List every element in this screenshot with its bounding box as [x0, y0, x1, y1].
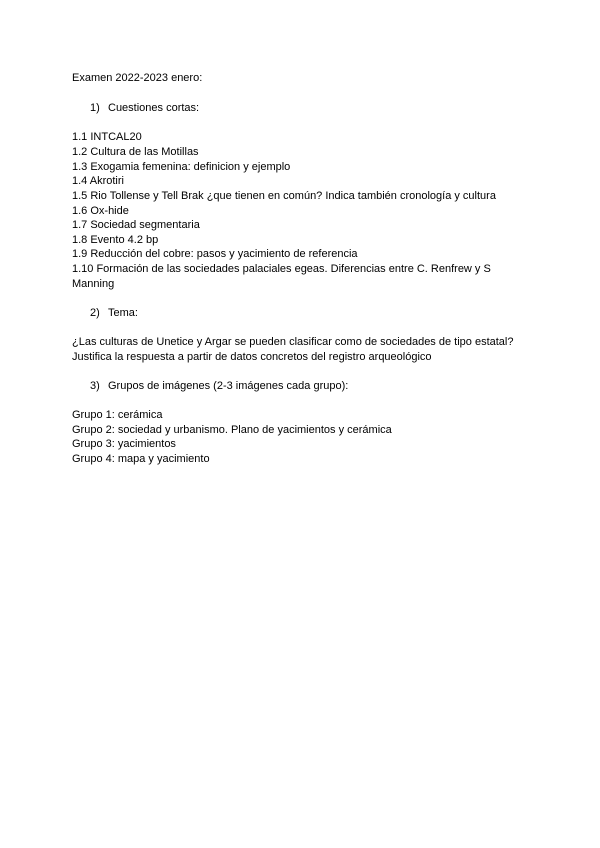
image-group-item: Grupo 4: mapa y yacimiento [72, 453, 210, 465]
question-item: 1.10 Formación de las sociedades palaciales egeas. Diferencias entre C. Renfrew y S [72, 263, 491, 275]
section-title: Grupos de imágenes (2-3 imágenes cada grupo): [108, 380, 349, 392]
image-group-item: Grupo 3: yacimientos [72, 438, 176, 450]
section-title: Tema: [108, 307, 138, 319]
essay-line: ¿Las culturas de Unetice y Argar se pueden clasificar como de sociedades de tipo estatal? [72, 336, 514, 348]
question-item: 1.3 Exogamia femenina: definicion y ejemplo [72, 161, 291, 173]
essay-line: Justifica la respuesta a partir de datos concretos del registro arqueológico [72, 351, 432, 363]
image-group-item: Grupo 2: sociedad y urbanismo. Plano de yacimientos y cerámica [72, 424, 392, 436]
section-number: 2) [90, 307, 100, 319]
question-item: 1.4 Akrotiri [72, 175, 124, 187]
question-item: 1.7 Sociedad segmentaria [72, 219, 200, 231]
question-item: 1.6 Ox-hide [72, 205, 129, 217]
question-item: 1.9 Reducción del cobre: pasos y yacimiento de referencia [72, 248, 358, 260]
section-2-heading [90, 306, 390, 321]
exam-title: Examen 2022-2023 enero: [72, 72, 203, 84]
section-number: 3) [90, 380, 100, 392]
section-1-heading [90, 101, 390, 116]
question-item: 1.8 Evento 4.2 bp [72, 234, 159, 246]
section-number: 1) [90, 102, 100, 114]
question-item: 1.1 INTCAL20 [72, 131, 142, 143]
image-group-item: Grupo 1: cerámica [72, 409, 163, 421]
question-item-continued: Manning [72, 278, 115, 290]
section-title: Cuestiones cortas: [108, 102, 200, 114]
question-item: 1.2 Cultura de las Motillas [72, 146, 199, 158]
section-3-heading [90, 379, 490, 394]
question-item: 1.5 Rio Tollense y Tell Brak ¿que tienen en común? Indica también cronología y cultura [72, 190, 496, 202]
